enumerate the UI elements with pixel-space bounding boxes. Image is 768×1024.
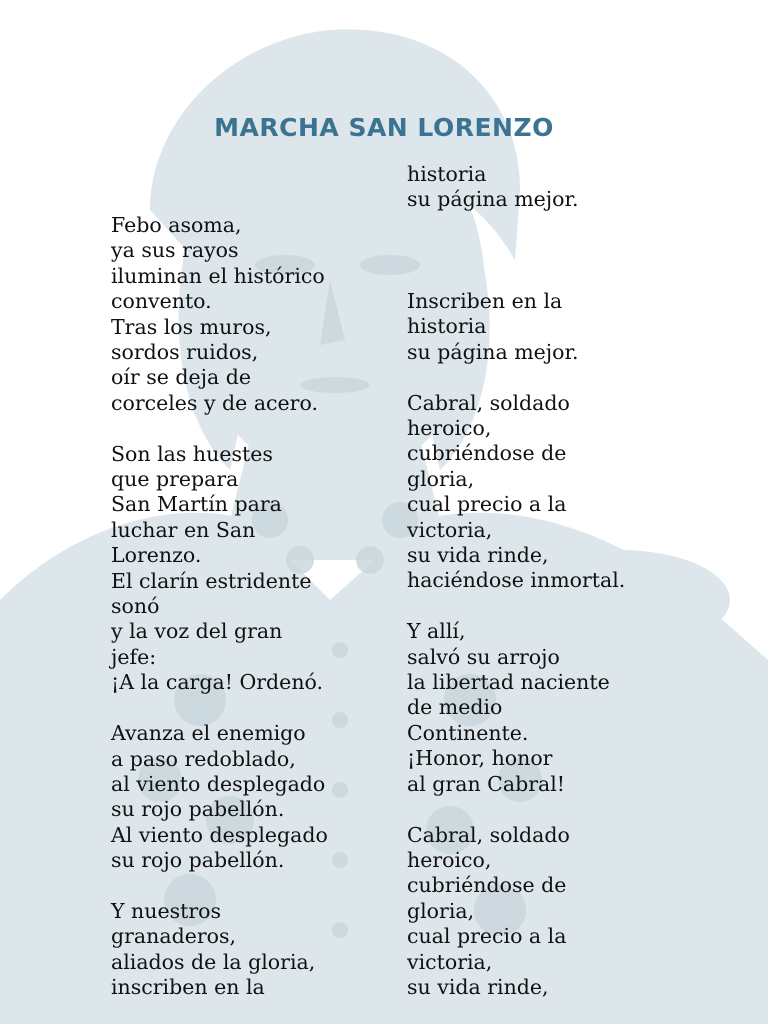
verse-line: su vida rinde, — [407, 543, 549, 568]
verse-line: Inscriben en la — [407, 289, 563, 314]
verse-line: Avanza el enemigo — [111, 721, 306, 746]
verse-line: su rojo pabellón. — [111, 848, 285, 873]
verse-line: gloria, — [407, 898, 475, 923]
stanza — [111, 213, 396, 416]
verse-line: inscriben en la — [111, 975, 265, 1000]
verse-line: a paso redoblado, — [111, 746, 296, 771]
verse-line: corceles y de acero. — [111, 390, 318, 415]
verse-line — [407, 213, 727, 238]
verse-line: ¡A la carga! Ordenó. — [111, 670, 324, 695]
verse-line: Lorenzo. — [111, 543, 202, 568]
left-column — [111, 213, 396, 1001]
verse-line: su página mejor. — [407, 187, 579, 212]
verse-line: El clarín estridente — [111, 568, 312, 593]
verse-line: gloria, — [407, 466, 475, 491]
verse-line: Al viento desplegado — [111, 822, 328, 847]
verse-line: granaderos, — [111, 924, 237, 949]
verse-line: cual precio a la — [407, 924, 567, 949]
stanza — [407, 619, 727, 797]
verse-line: ¡Honor, honor — [407, 746, 553, 771]
verse-line: jefe: — [111, 644, 157, 669]
stanza — [407, 823, 727, 1001]
verse-line: Febo asoma, — [111, 213, 242, 237]
verse-line: heroico, — [407, 847, 492, 872]
stanza — [407, 289, 727, 365]
verse-line: oír se deja de — [111, 365, 251, 390]
verse-line: Cabral, soldado — [407, 822, 570, 847]
verse-line: ya sus rayos — [111, 238, 239, 263]
stanza — [111, 442, 396, 696]
stanza — [111, 899, 396, 1001]
verse-line: Continente. — [407, 720, 529, 745]
verse-line: historia — [407, 162, 487, 186]
verse-line: Son las huestes — [111, 441, 273, 466]
verse-line: victoria, — [407, 949, 493, 974]
verse-line: luchar en San — [111, 517, 256, 542]
verse-line: de medio — [407, 695, 503, 720]
stanza — [111, 721, 396, 873]
verse-line: al viento desplegado — [111, 771, 326, 796]
verse-line: la libertad naciente — [407, 670, 610, 695]
stanza — [407, 391, 727, 594]
verse-line: San Martín para — [111, 492, 282, 517]
verse-line: su rojo pabellón. — [111, 797, 285, 822]
verse-line: Y allí, — [407, 619, 466, 644]
verse-line: heroico, — [407, 416, 492, 441]
stanza — [407, 162, 727, 264]
verse-line: cubriéndose de — [407, 441, 567, 466]
verse-line: su página mejor. — [407, 339, 579, 364]
verse-line: victoria, — [407, 517, 493, 542]
verse-line: haciéndose inmortal. — [407, 568, 626, 593]
verse-line: Y nuestros — [111, 898, 222, 923]
verse-line: Tras los muros, — [111, 314, 272, 339]
verse-line: historia — [407, 314, 487, 339]
verse-line: y la voz del gran — [111, 619, 283, 644]
verse-line: Cabral, soldado — [407, 390, 570, 415]
verse-line: al gran Cabral! — [407, 771, 566, 796]
verse-line: convento. — [111, 289, 212, 314]
verse-line: iluminan el histórico — [111, 263, 325, 288]
right-column — [407, 162, 727, 1000]
verse-line — [407, 238, 727, 263]
verse-line: cual precio a la — [407, 492, 567, 517]
verse-line: su vida rinde, — [407, 974, 549, 999]
verse-line: que prepara — [111, 467, 239, 492]
verse-line: sordos ruidos, — [111, 340, 259, 365]
verse-line: cubriéndose de — [407, 873, 567, 898]
verse-line: salvó su arrojo — [407, 644, 560, 669]
verse-line: aliados de la gloria, — [111, 949, 316, 974]
page-title: MARCHA SAN LORENZO — [214, 113, 554, 142]
verse-line: sonó — [111, 594, 160, 619]
